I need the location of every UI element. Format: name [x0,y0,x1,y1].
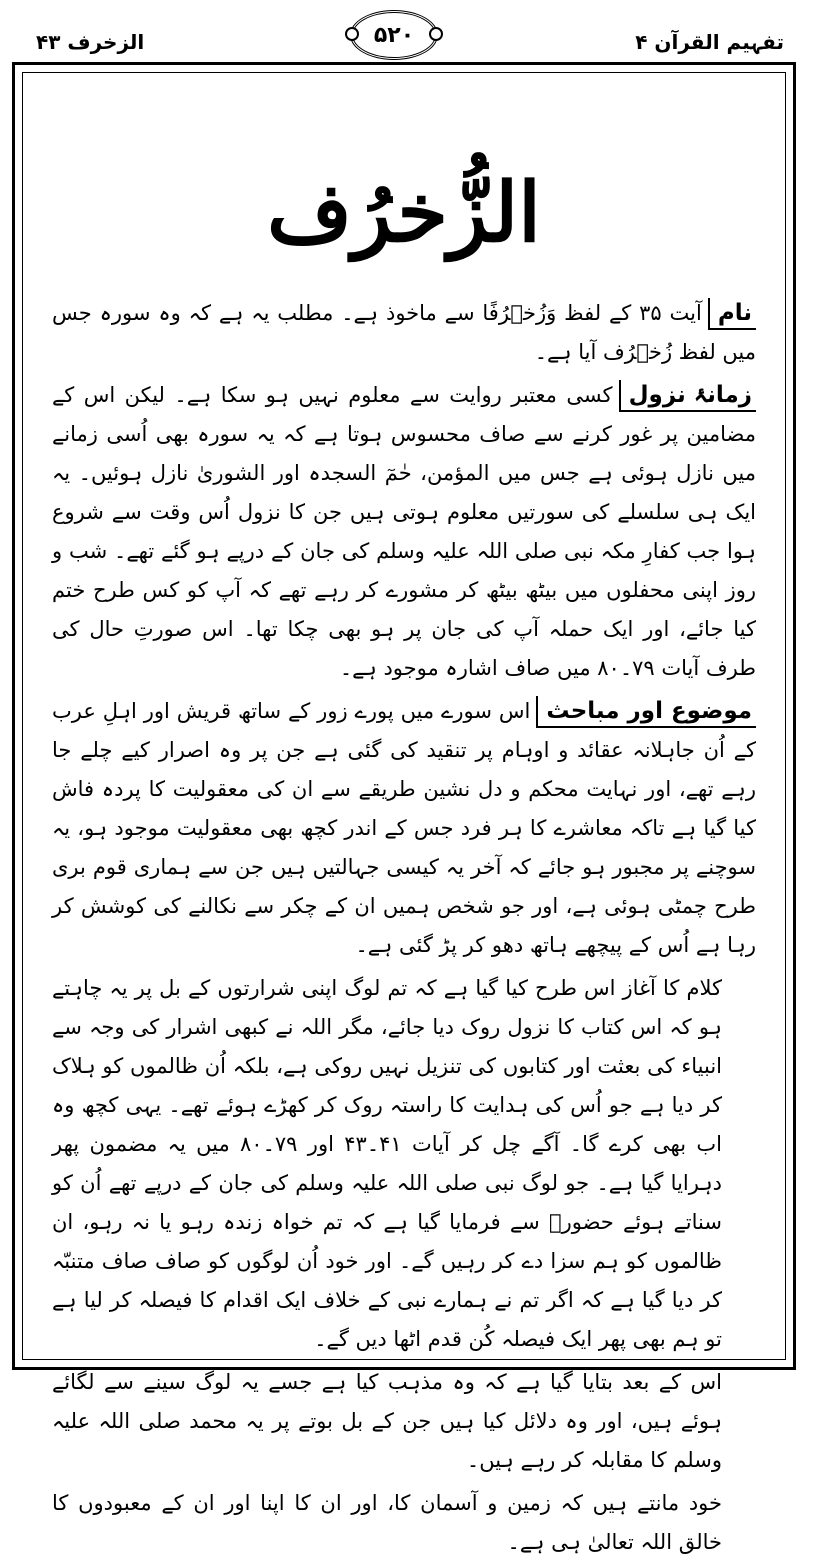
section-topics-text: اس سورے میں پورے زور کے ساتھ قریش اور اہلِ عرب کے اُن جاہلانہ عقائد و اوہام پر تنقید کی گئی ہے جن پر وہ اصرار کیے چلے جا رہے تھے، اور نہایت محکم و دل نشین طریقے سے ان کی معقولیت کا پردہ فاش کیا گیا ہے تاکہ معاشرے کا ہر فرد جس کے اندر کچھ بھی معقولیت موجود ہو، یہ سوچنے پر مجبور ہو جائے کہ آخر یہ کیسی جہالتیں ہیں جن سے ہماری قوم بری طرح چمٹی ہوئی ہے، اور جو شخص ہمیں ان کے چکر سے نکالنے کی کوشش کر رہا ہے اُس کے پیچھے ہاتھ دھو کر پڑ گئی ہے۔ [52,699,756,957]
section-name-text: آیت ۳۵ کے لفظ وَزُخۡرُفًا سے ماخوذ ہے۔ مطلب یہ ہے کہ وہ سورہ جس میں لفظ زُخۡرُف آیا ہے۔ [52,301,756,364]
body-paragraph: اس کے بعد بتایا گیا ہے کہ وہ مذہب کیا ہے جسے یہ لوگ سینے سے لگائے ہوئے ہیں، اور وہ دلائل کیا ہیں جن کے بل بوتے پر یہ محمد صلی اللہ علیہ وسلم کا مقابلہ کر رہے ہیں۔ [52,1370,722,1472]
surah-title: الزُّخرُف [267,165,541,261]
page-body [22,72,786,1554]
running-head-surah: الزخرف ۴۳ [36,30,145,54]
section-revelation-text: کسی معتبر روایت سے معلوم نہیں ہو سکا ہے۔ لیکن اس کے مضامین پر غور کرنے سے صاف محسوس ہوتا ہے کہ یہ سورہ بھی اُسی زمانے میں نازل ہوئی ہے جس میں المؤمن، حٰمٓ السجدہ اور الشوریٰ نازل ہوئیں۔ یہ ایک ہی سلسلے کی سورتیں معلوم ہوتی ہیں جن کا نزول اُس وقت سے شروع ہوا جب کفارِ مکہ نبی صلی اللہ علیہ وسلم کی جان کے درپے ہو گئے تھے۔ شب و روز اپنی محفلوں میں بیٹھ بیٹھ کر مشورے کر رہے تھے کہ آپ کو کس طرح ختم کیا جائے، اور ایک حملہ آپ کی جان پر ہو بھی چکا تھا۔ اس صورتِ حال کی طرف آیات ۷۹۔۸۰ میں صاف اشارہ موجود ہے۔ [52,383,756,680]
section-heading-revelation: زمانۂ نزول [619,380,756,412]
section-heading-name: نام [708,298,756,330]
page-number-medallion [350,10,438,60]
section-revelation [52,376,756,688]
section-heading-topics: موضوع اور مباحث [536,696,756,728]
page-number: ۵۲۰ [373,22,415,48]
section-name [52,294,756,372]
section-topics [52,692,756,965]
body-paragraph: کلام کا آغاز اس طرح کیا گیا ہے کہ تم لوگ اپنی شرارتوں کے بل پر یہ چاہتے ہو کہ اس کتاب کا نزول روک دیا جائے، مگر اللہ نے کبھی اشرار کی وجہ سے انبیاء کی بعثت اور کتابوں کی تنزیل نہیں روکی ہے، بلکہ اُن ظالموں کو ہلاک کر دیا ہے جو اُس کی ہدایت کا راستہ روک کر کھڑے ہوئے تھے۔ یہی کچھ وہ اب بھی کرے گا۔ آگے چل کر آیات ۴۱۔۴۳ اور ۷۹۔۸۰ میں یہ مضمون پھر دہرایا گیا ہے۔ جو لوگ نبی صلی اللہ علیہ وسلم کی جان کے درپے تھے اُن کو سناتے ہوئے حضورؐ سے فرمایا گیا ہے کہ تم خواہ زندہ رہو یا نہ رہو، ان ظالموں کو ہم سزا دے کر رہیں گے۔ اور خود اُن لوگوں کو صاف صاف متنبّہ کر دیا گیا ہے کہ اگر تم نے ہمارے نبی کے خلاف ایک اقدام کا فیصلہ کر لیا ہے تو ہم بھی پھر ایک فیصلہ کُن قدم اٹھا دیں گے۔ [52,976,723,1351]
body-paragraph: خود مانتے ہیں کہ زمین و آسمان کا، اور ان کا اپنا اور ان کے معبودوں کا خالق اللہ تعالیٰ ہی ہے۔ [52,1491,722,1554]
running-head-book: تفہیم القرآن ۴ [635,30,784,54]
